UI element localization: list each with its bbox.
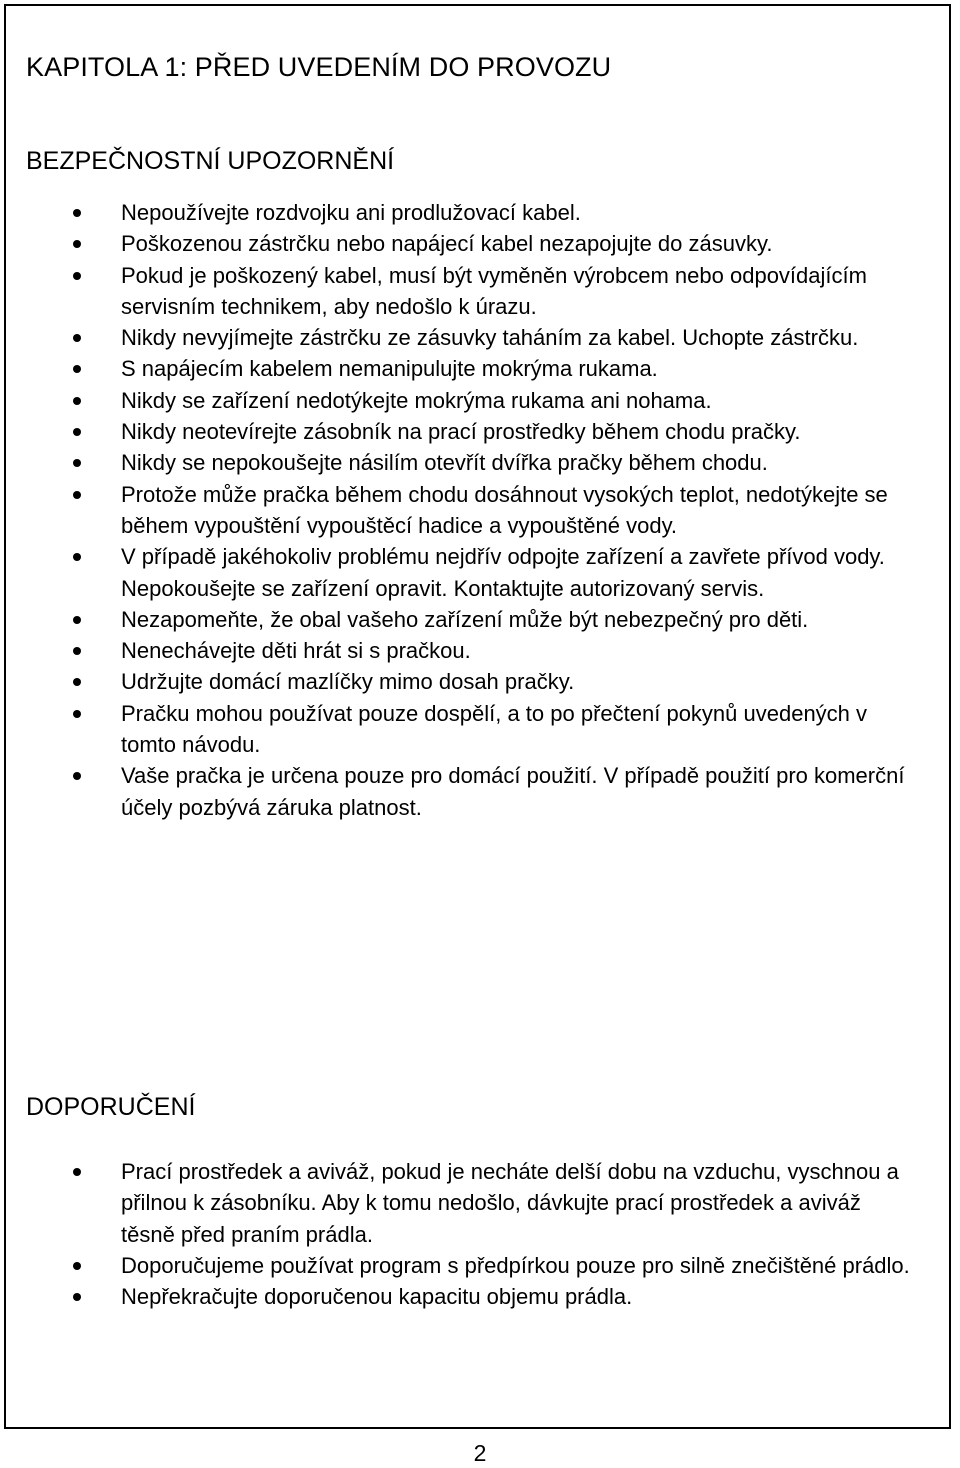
bullet-icon xyxy=(73,272,81,280)
bullet-icon xyxy=(73,209,81,217)
list-item: S napájecím kabelem nemanipulujte mokrýma rukama. xyxy=(0,353,940,384)
list-item: Nepoužívejte rozdvojku ani prodlužovací kabel. xyxy=(0,197,940,228)
bullet-icon xyxy=(73,710,81,718)
recommendations-list xyxy=(0,1156,940,1312)
list-item: Poškozenou zástrčku nebo napájecí kabel nezapojujte do zásuvky. xyxy=(0,228,940,259)
chapter-title: KAPITOLA 1: PŘED UVEDENÍM DO PROVOZU xyxy=(26,52,612,82)
recommendations-section-title: DOPORUČENÍ xyxy=(26,1093,196,1121)
list-item: Nenechávejte děti hrát si s pračkou. xyxy=(0,635,940,666)
list-item: Nikdy se nepokoušejte násilím otevřít dvířka pračky během chodu. xyxy=(0,447,940,478)
list-item: Protože může pračka během chodu dosáhnout vysokých teplot, nedotýkejte se během vypouštění vypouštěcí hadice a vypouštěné vody. xyxy=(0,479,940,542)
list-item: Pračku mohou používat pouze dospělí, a to po přečtení pokynů uvedených v tomto návodu. xyxy=(0,698,940,761)
bullet-icon xyxy=(73,616,81,624)
list-item: Nepřekračujte doporučenou kapacitu objemu prádla. xyxy=(0,1281,940,1312)
list-item: Nikdy se zařízení nedotýkejte mokrýma rukama ani nohama. xyxy=(0,385,940,416)
list-item: Nikdy nevyjímejte zástrčku ze zásuvky taháním za kabel. Uchopte zástrčku. xyxy=(0,322,940,353)
bullet-icon xyxy=(73,647,81,655)
page-number: 2 xyxy=(473,1440,487,1466)
bullet-icon xyxy=(73,334,81,342)
list-item: Nezapomeňte, že obal vašeho zařízení může být nebezpečný pro děti. xyxy=(0,604,940,635)
bullet-icon xyxy=(73,553,81,561)
bullet-icon xyxy=(73,772,81,780)
list-item: Vaše pračka je určena pouze pro domácí použití. V případě použití pro komerční účely pozbývá záruka platnost. xyxy=(0,760,940,823)
bullet-icon xyxy=(73,1168,81,1176)
bullet-icon xyxy=(73,1262,81,1270)
list-item: Udržujte domácí mazlíčky mimo dosah pračky. xyxy=(0,666,940,697)
bullet-icon xyxy=(73,428,81,436)
list-item: V případě jakéhokoliv problému nejdřív odpojte zařízení a zavřete přívod vody. Nepokoušejte se zařízení opravit. Kontaktujte autorizovaný servis. xyxy=(0,541,940,604)
list-item: Nikdy neotevírejte zásobník na prací prostředky během chodu pračky. xyxy=(0,416,940,447)
bullet-icon xyxy=(73,240,81,248)
list-item: Doporučujeme používat program s předpírkou pouze pro silně znečištěné prádlo. xyxy=(0,1250,940,1281)
safety-list xyxy=(0,197,940,823)
bullet-icon xyxy=(73,1293,81,1301)
list-item: Pokud je poškozený kabel, musí být vyměněn výrobcem nebo odpovídajícím servisním technikem, aby nedošlo k úrazu. xyxy=(0,260,940,323)
list-item: Prací prostředek a aviváž, pokud je necháte delší dobu na vzduchu, vyschnou a přilnou k zásobníku. Aby k tomu nedošlo, dávkujte prací prostředek a aviváž těsně před praním prádla. xyxy=(0,1156,940,1250)
bullet-icon xyxy=(73,491,81,499)
bullet-icon xyxy=(73,365,81,373)
bullet-icon xyxy=(73,397,81,405)
bullet-icon xyxy=(73,678,81,686)
safety-section-title: BEZPEČNOSTNÍ UPOZORNĚNÍ xyxy=(26,147,395,175)
bullet-icon xyxy=(73,459,81,467)
